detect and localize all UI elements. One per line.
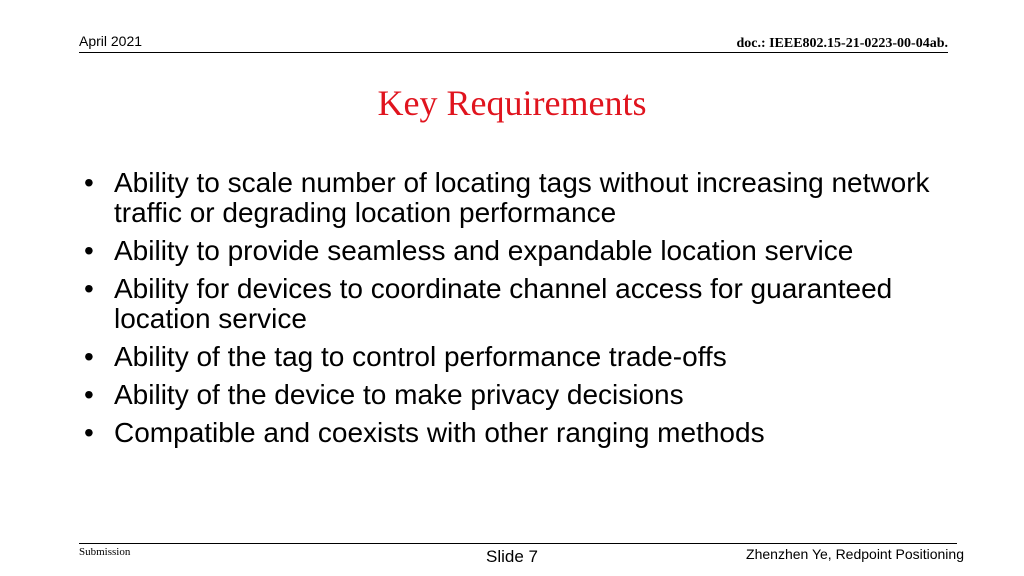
bullet-icon: •	[84, 235, 94, 266]
footer-divider	[79, 543, 957, 544]
list-item	[84, 236, 944, 266]
list-item-text: Ability of the device to make privacy decisions	[114, 379, 684, 410]
list-item-text: Ability to provide seamless and expandable location service	[114, 235, 854, 266]
bullet-icon: •	[84, 417, 94, 448]
list-item-text: Ability to scale number of locating tags without increasing network traffic or degrading location performance	[114, 167, 930, 228]
list-item-text: Ability for devices to coordinate channel access for guaranteed location service	[114, 273, 893, 334]
header-divider	[79, 52, 948, 53]
slide-title: Key Requirements	[377, 83, 647, 123]
list-item-text: Compatible and coexists with other ranging methods	[114, 417, 765, 448]
header-doc-id: doc.: IEEE802.15-21-0223-00-04ab.	[736, 36, 948, 51]
header-date: April 2021	[79, 33, 143, 49]
list-item-text: Ability of the tag to control performance trade-offs	[114, 341, 727, 372]
list-item	[84, 274, 944, 334]
bullet-icon: •	[84, 167, 94, 198]
footer-submission: Submission	[79, 546, 131, 558]
requirements-list	[84, 168, 944, 456]
bullet-icon: •	[84, 379, 94, 410]
list-item	[84, 342, 944, 372]
list-item	[84, 418, 944, 448]
footer-author: Zhenzhen Ye, Redpoint Positioning	[746, 546, 964, 562]
bullet-icon: •	[84, 273, 94, 304]
bullet-icon: •	[84, 341, 94, 372]
list-item	[84, 168, 944, 228]
list-item	[84, 380, 944, 410]
slide-number: Slide 7	[486, 547, 538, 566]
